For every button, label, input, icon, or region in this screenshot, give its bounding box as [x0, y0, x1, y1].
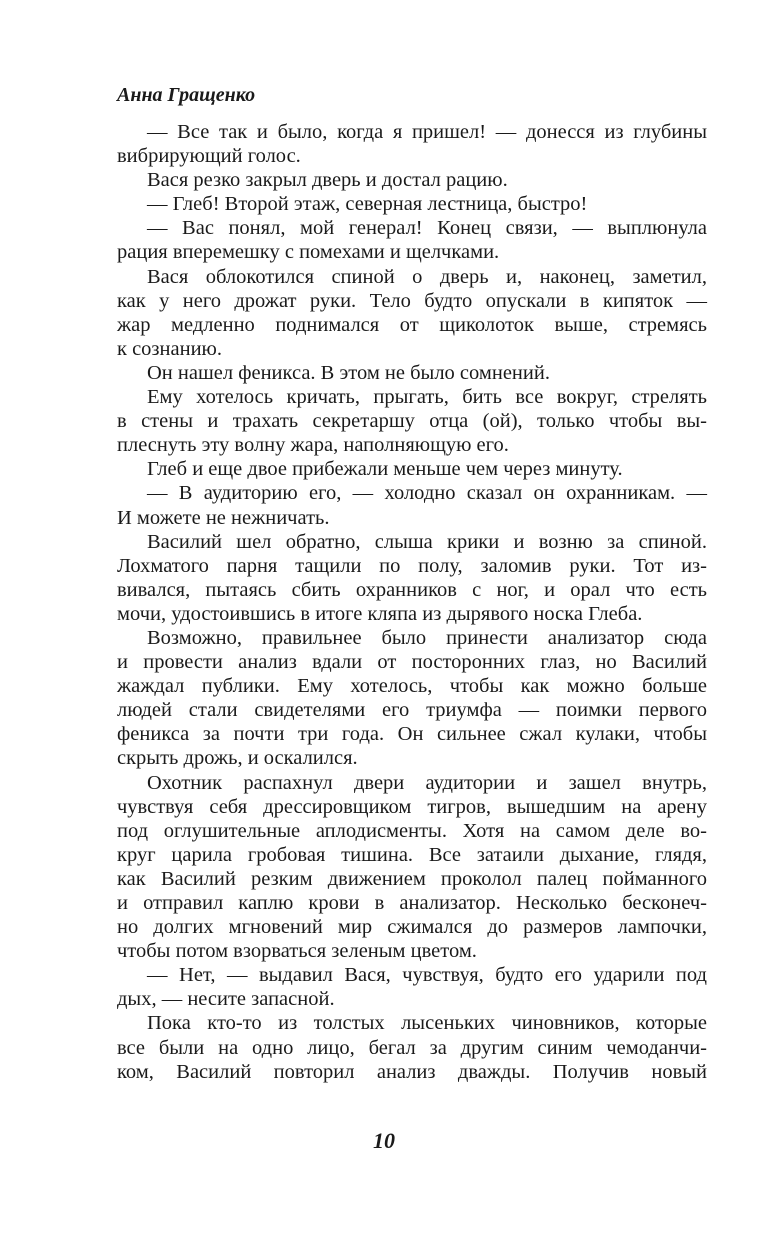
text-line: чтобы потом взорваться зеленым цветом.: [117, 940, 477, 963]
paragraph: [117, 963, 707, 1011]
paragraph: [117, 192, 707, 216]
text-line: круг царила гробовая тишина. Все затаили дыхание, глядя,: [117, 843, 707, 866]
text-line: дых, — несите запасной.: [117, 988, 335, 1011]
text-line: как у него дрожат руки. Тело будто опускали в кипяток —: [117, 289, 707, 312]
text-line: все были на одно лицо, бегал за другим синим чемоданчи-: [117, 1036, 707, 1059]
paragraph: [117, 771, 707, 964]
text-line: Ему хотелось кричать, прыгать, бить все вокруг, стрелять: [147, 386, 707, 409]
paragraph: [117, 626, 707, 771]
text-line: вивался, пытаясь сбить охранников с ног, и орал что есть: [117, 578, 707, 601]
text-line: вибрирующий голос.: [117, 145, 301, 168]
text-line: — Глеб! Второй этаж, северная лестница, быстро!: [147, 193, 588, 216]
text-line: Он нашел феникса. В этом не было сомнений.: [147, 361, 550, 384]
text-line: Вася резко закрыл дверь и достал рацию.: [147, 169, 508, 192]
text-line: — Все так и было, когда я пришел! — донесся из глубины: [147, 121, 707, 143]
paragraph: [117, 481, 707, 529]
paragraph: [117, 168, 707, 192]
text-line: чувствуя себя дрессировщиком тигров, вышедшим на арену: [117, 795, 707, 818]
paragraph: [117, 457, 707, 481]
paragraph: [117, 1011, 707, 1083]
paragraph: [117, 530, 707, 626]
paragraph: [117, 120, 707, 168]
text-line: — Нет, — выдавил Вася, чувствуя, будто его ударили под: [147, 964, 707, 987]
text-line: в стены и трахать секретаршу отца (ой), только чтобы вы-: [117, 410, 707, 433]
text-line: и провести анализ вдали от посторонних глаз, но Василий: [117, 651, 707, 674]
text-line: Василий шел обратно, слыша крики и возню за спиной.: [147, 530, 707, 553]
text-line: Пока кто-то из толстых лысеньких чиновников, которые: [147, 1012, 707, 1035]
text-line: как Василий резким движением проколол палец пойманного: [117, 867, 707, 890]
text-line: Лохматого парня тащили по полу, заломив руки. Тот из-: [117, 554, 707, 577]
text-line: но долгих мгновений мир сжимался до размеров лампочки,: [117, 916, 707, 939]
text-line: Возможно, правильнее было принести анализатор сюда: [147, 626, 707, 649]
text-line: — В аудиторию его, — холодно сказал он охранникам. —: [147, 482, 707, 505]
paragraph: [117, 265, 707, 361]
text-line: рация вперемешку с помехами и щелчками.: [117, 241, 500, 264]
paragraph: [117, 385, 707, 457]
text-line: Глеб и еще двое прибежали меньше чем через минуту.: [147, 458, 623, 481]
text-line: людей стали свидетелями его триумфа — поимки первого: [117, 699, 707, 722]
text-line: плеснуть эту волну жара, наполняющую его.: [117, 434, 509, 457]
page-number: 10: [373, 1128, 395, 1153]
text-line: скрыть дрожь, и оскалился.: [117, 747, 358, 770]
paragraph: [117, 361, 707, 385]
text-line: феникса за почти три года. Он сильнее сжал кулаки, чтобы: [117, 723, 707, 746]
text-line: к сознанию.: [117, 337, 222, 360]
text-line: жар медленно поднимался от щиколоток выше, стремясь: [117, 313, 707, 336]
text-line: и отправил каплю крови в анализатор. Несколько бесконеч-: [117, 892, 707, 914]
text-line: Охотник распахнул двери аудитории и зашел внутрь,: [147, 771, 707, 794]
text-line: под оглушительные аплодисменты. Хотя на самом деле во-: [117, 819, 707, 842]
body-text: [117, 120, 707, 1084]
text-line: — Вас понял, мой генерал! Конец связи, — выплюнула: [147, 217, 707, 240]
text-line: жаждал публики. Ему хотелось, чтобы как можно больше: [117, 675, 707, 698]
text-line: И можете не нежничать.: [117, 506, 330, 529]
text-line: Вася облокотился спиной о дверь и, наконец, заметил,: [147, 265, 707, 288]
text-line: мочи, удостоившись в итоге кляпа из дырявого носка Глеба.: [117, 602, 643, 625]
paragraph: [117, 216, 707, 264]
text-line: ком, Василий повторил анализ дважды. Получив новый: [117, 1060, 707, 1083]
running-header-author: Анна Гращенко: [117, 84, 256, 106]
